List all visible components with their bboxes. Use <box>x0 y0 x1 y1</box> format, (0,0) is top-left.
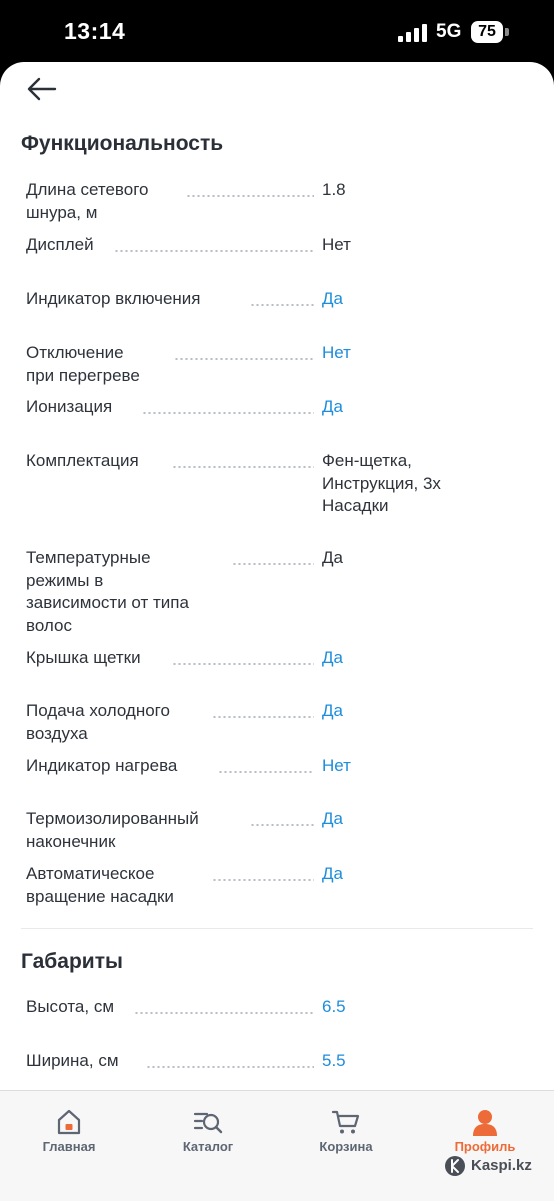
battery-nub <box>505 28 509 36</box>
battery-level: 75 <box>478 23 496 40</box>
nav-label-catalog: Каталог <box>182 1139 234 1154</box>
spec-value: Фен-щетка, Инструкция, 3х Насадки <box>322 451 441 515</box>
spec-dots <box>186 195 314 197</box>
spec-value-link[interactable]: Да <box>322 864 343 883</box>
spec-dots <box>250 304 314 306</box>
catalog-search-icon <box>193 1107 223 1137</box>
spec-label: Индикатор нагрева <box>26 756 178 775</box>
spec-value-link[interactable]: Нет <box>322 343 351 362</box>
kaspi-logo-icon <box>444 1155 466 1177</box>
section-title-dimensions: Габариты <box>21 950 123 973</box>
spec-dots <box>172 466 314 468</box>
spec-value-link[interactable]: Да <box>322 397 343 416</box>
nav-label-home: Главная <box>42 1139 96 1154</box>
spec-label: Отключение при перегреве <box>26 343 140 385</box>
spec-value-link[interactable]: Да <box>322 648 343 667</box>
nav-label-profile: Профиль <box>454 1139 516 1154</box>
bottom-nav <box>0 1090 554 1201</box>
profile-icon <box>470 1107 500 1137</box>
spec-value-link[interactable]: 6.5 <box>322 997 346 1016</box>
section-title-functionality: Функциональность <box>21 132 224 155</box>
spec-value-link[interactable]: 5.5 <box>322 1051 346 1070</box>
content-sheet <box>0 62 554 1200</box>
spec-dots <box>172 663 314 665</box>
status-time: 13:14 <box>64 18 126 44</box>
network-label: 5G <box>436 21 462 42</box>
nav-label-cart: Корзина <box>319 1139 373 1154</box>
nav-item-catalog[interactable] <box>148 1091 268 1171</box>
spec-label: Длина сетевого шнура, м <box>26 180 149 222</box>
spec-label: Дисплей <box>26 235 94 254</box>
spec-value-link[interactable]: Да <box>322 809 343 828</box>
spec-value: 1.8 <box>322 180 346 199</box>
spec-dots <box>146 1066 314 1068</box>
spec-dots <box>212 716 314 718</box>
spec-label: Подача холодного воздуха <box>26 701 170 743</box>
spec-dots <box>174 358 314 360</box>
nav-item-home[interactable] <box>9 1091 129 1171</box>
spec-value-link[interactable]: Да <box>322 701 343 720</box>
spec-label: Автоматическое вращение насадки <box>26 864 174 906</box>
spec-label: Комплектация <box>26 451 139 470</box>
signal-bars-icon <box>398 24 428 42</box>
spec-value: Нет <box>322 235 351 254</box>
spec-dots <box>134 1012 314 1014</box>
spec-label: Ширина, см <box>26 1051 119 1070</box>
spec-dots <box>114 250 314 252</box>
spec-dots <box>212 879 314 881</box>
spec-label: Температурные режимы в зависимости от типа волос <box>26 548 189 635</box>
battery-icon <box>471 21 503 43</box>
spec-label: Высота, см <box>26 997 115 1016</box>
kaspi-watermark <box>444 1155 544 1179</box>
spec-dots <box>142 412 314 414</box>
back-arrow-icon[interactable] <box>26 76 58 102</box>
section-divider <box>21 928 533 929</box>
home-icon <box>54 1107 84 1137</box>
spec-dots <box>250 824 314 826</box>
spec-value: Да <box>322 548 343 567</box>
spec-label: Термоизолированный наконечник <box>26 809 199 851</box>
watermark-text: Kaspi.kz <box>471 1157 532 1174</box>
spec-label: Крышка щетки <box>26 648 141 667</box>
nav-item-cart[interactable] <box>286 1091 406 1171</box>
spec-dots <box>232 563 314 565</box>
spec-value-link[interactable]: Да <box>322 289 343 308</box>
spec-value-link[interactable]: Нет <box>322 756 351 775</box>
spec-dots <box>218 771 314 773</box>
spec-label: Индикатор включения <box>26 289 201 308</box>
status-bar <box>0 0 554 62</box>
spec-label: Ионизация <box>26 397 113 416</box>
cart-icon <box>331 1107 361 1137</box>
